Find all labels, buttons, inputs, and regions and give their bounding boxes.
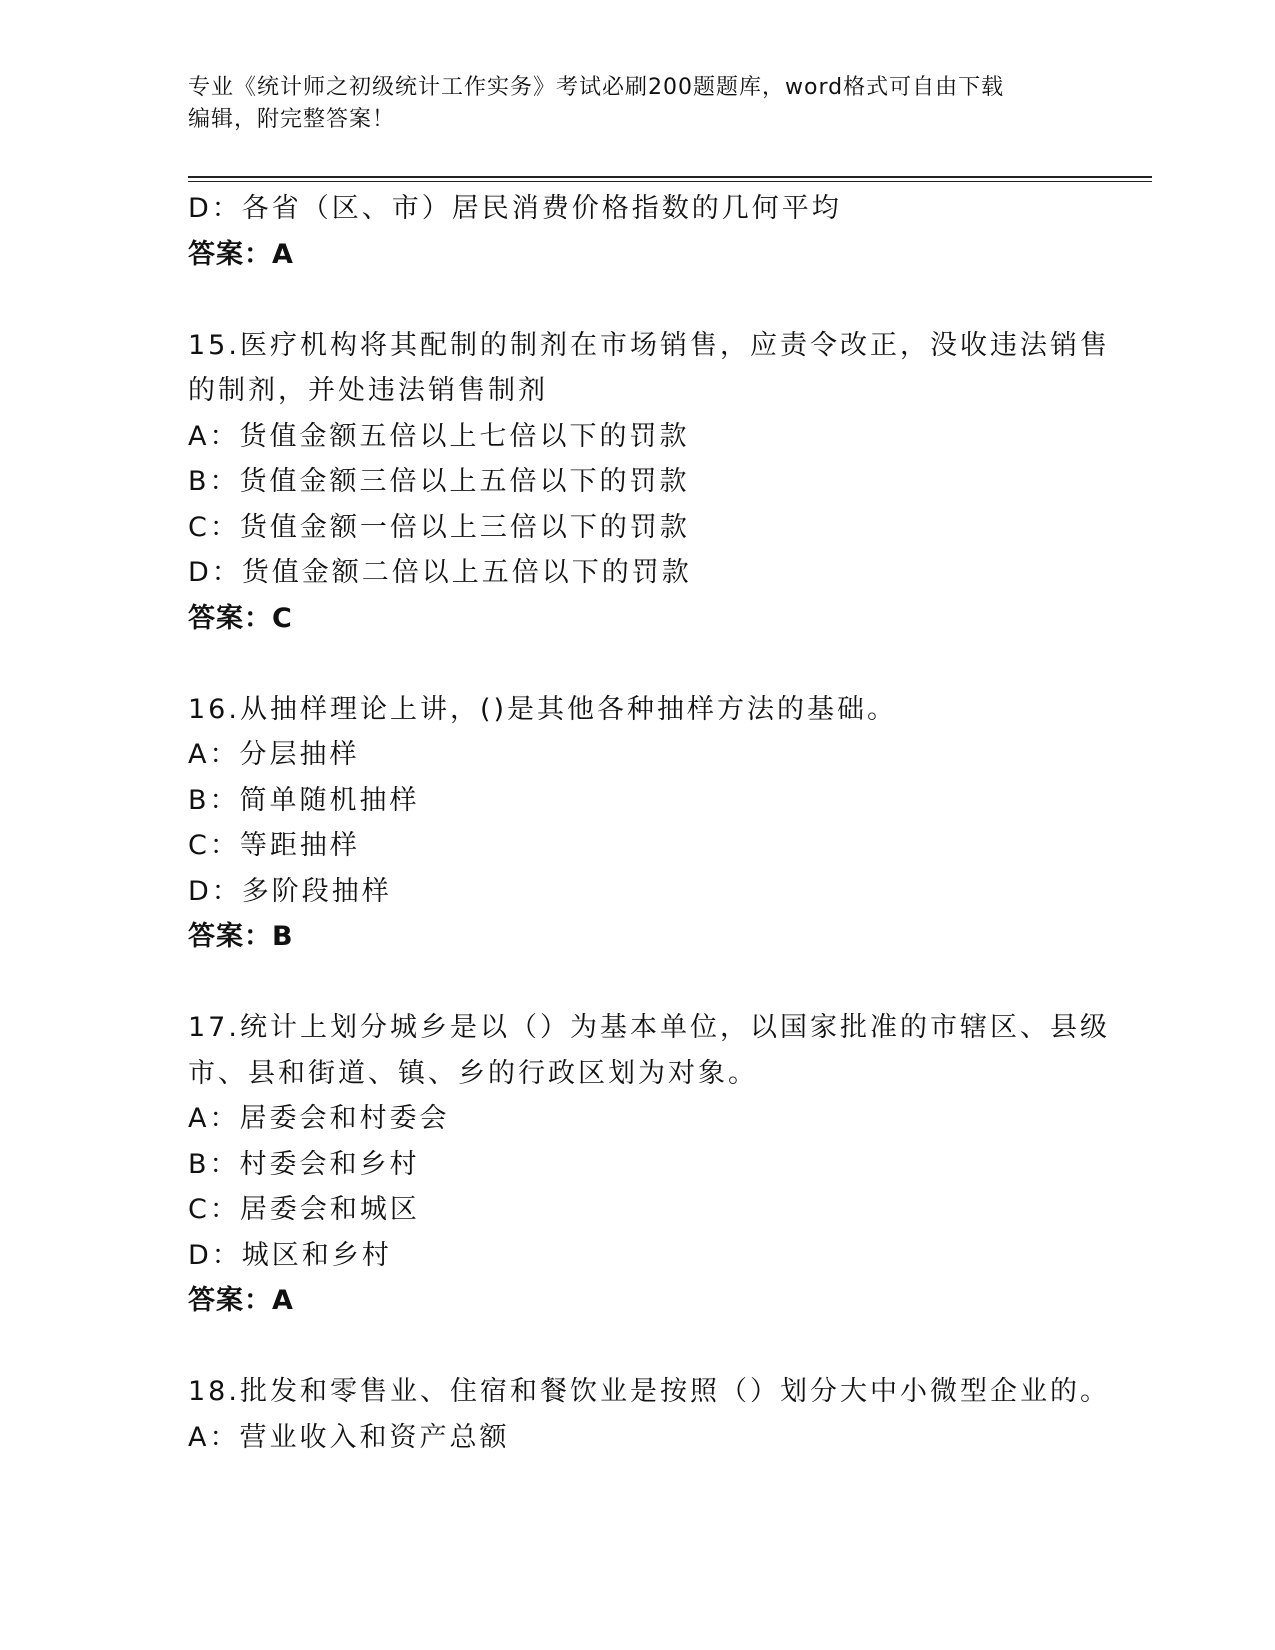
option-b: B：村委会和乡村 [188,1148,420,1180]
option-a: A：居委会和村委会 [188,1103,450,1134]
question-stem: 18.批发和零售业、住宿和餐饮业是按照（）划分大中小微型企业的。 [188,1376,1110,1407]
question-stem: 17.统计上划分城乡是以（）为基本单位，以国家批准的市辖区、县级 [188,1012,1110,1043]
question-stem-continued: 的制剂，并处违法销售制剂 [188,375,548,406]
option-b: B：简单随机抽样 [188,784,420,816]
option-a: A：分层抽样 [188,739,360,770]
option-d: D：各省（区、市）居民消费价格指数的几何平均 [188,193,842,224]
option-c: C：货值金额一倍以上三倍以下的罚款 [188,511,690,543]
header-title-line-2: 编辑，附完整答案！ [188,107,396,132]
spacer [188,641,1088,687]
header-divider-thick [188,176,1152,178]
question-stem-continued: 市、县和街道、镇、乡的行政区划为对象。 [188,1057,758,1089]
question-16 [188,687,1088,960]
question-stem: 15.医疗机构将其配制的制剂在市场销售，应责令改正，没收违法销售 [188,329,1110,361]
header-title-line-1: 专业《统计师之初级统计工作实务》考试必刷200题题库，word格式可自由下载 [188,75,1005,100]
question-18 [188,1369,1110,1460]
option-a: A：货值金额五倍以上七倍以下的罚款 [188,420,690,452]
option-a: A：营业收入和资产总额 [188,1421,510,1453]
option-d: D：多阶段抽样 [188,875,392,907]
answer-line: 答案：A [188,238,294,270]
page-header [188,72,1088,136]
header-divider-thin [188,181,1152,182]
option-d: D：城区和乡村 [188,1239,392,1271]
spacer [188,960,1088,1006]
answer-line: 答案：B [188,921,294,952]
question-stem: 16.从抽样理论上讲，()是其他各种抽样方法的基础。 [188,693,898,725]
option-b: B：货值金额三倍以上五倍以下的罚款 [188,466,690,497]
question-17 [188,1005,1110,1324]
question-15 [188,323,1110,642]
spacer [188,1324,1088,1370]
previous-question-fragment [188,186,1088,277]
answer-line: 答案：A [188,1285,294,1316]
spacer [188,277,1088,323]
option-c: C：居委会和城区 [188,1194,420,1225]
option-d: D：货值金额二倍以上五倍以下的罚款 [188,557,692,588]
option-c: C：等距抽样 [188,830,360,861]
answer-line: 答案：C [188,602,293,634]
document-body [188,186,1110,1460]
